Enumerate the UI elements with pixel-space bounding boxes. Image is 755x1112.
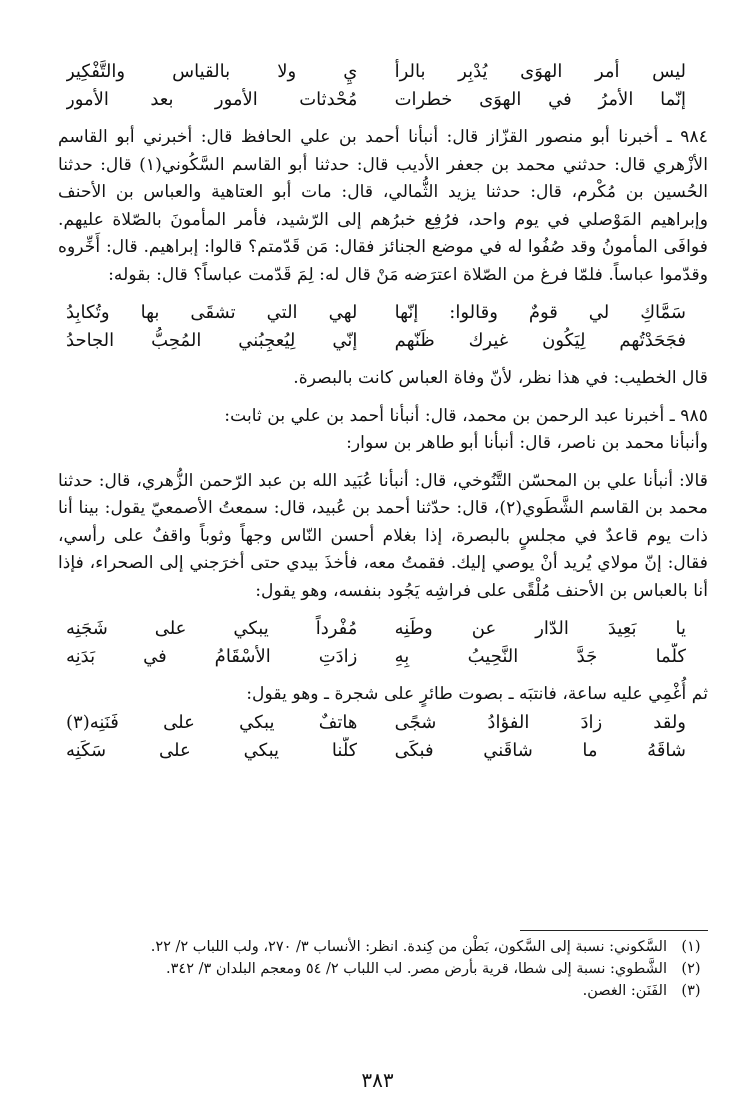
footnote-text: الشَّطوي: نسبة إلى شطا، قرية بأرض مصر. لب اللباب ٢/ ٥٤ ومعجم البلدان ٣/ ٣٤٢. — [166, 961, 667, 977]
verse-first-hemistich: كلّما جَدَّ النَّحِيبُ بِهِ — [394, 646, 686, 667]
page-body — [58, 58, 708, 765]
verse-second-hemistich: لهي التي تشقَى بها وتُكابِدُ — [66, 302, 358, 323]
verse-line — [66, 709, 686, 737]
footnote-text: السَّكوني: نسبة إلى السَّكون، بَطْن من كِندة. انظر: الأنساب ٣/ ٢٧٠، ولب اللباب ٢/ ٢٢. — [150, 939, 667, 955]
verse-first-hemistich: شاقَهُ ما شاقَني فبكَى — [394, 739, 686, 761]
verse-second-hemistich: يِ ولا بالقياس والتَّفْكِير — [66, 61, 358, 82]
narration-paragraph: ٩٨٤ ـ أخبرنا أبو منصور القزّاز قال: أنبأنا أحمد بن علي الحافظ قال: أخبرني أبو القاسم الأزْهري قال: حدثني محمد بن جعفر الأديب قال: حدثنا أبو القاسم السَّكُوني(١) قال: حدثنا الحُسين بن مُكْرم، قال: حدثنا يزيد الثُّمالي، قال: مات أبو العتاهية والعباس بن الأحنف وإبراهيم المَوْصلي في يوم واحد، فرُفِع خبرُهم إلى الرّشيد، فأمر المأمونَ بالصّلاة عليهم. فوافَى المأمونُ وقد صُفُوا له في موضع الجنائز فقال: مَن قَدّمتم؟ قالوا: إبراهيم. قال: أَخِّروه وقدّموا عباساً. فلمّا فرغ من الصّلاة اعترَضه مَنْ قال له: لِمَ قَدّمت عباساً؟ قال: بقوله: — [58, 127, 708, 285]
verse-line — [66, 615, 686, 643]
verse-first-hemistich: فجَحَدْتُهم لِيَكُون غيرك ظَنّهم — [394, 330, 686, 351]
verse-second-hemistich: كلُّنا يبكي على سَكَنِه — [66, 739, 358, 761]
footnote-text: الفَنَن: الغصن. — [582, 983, 667, 999]
narration-paragraph: قالا: أنبأنا علي بن المحسّن التَّنُوخي، قال: أنبأنا عُبَيد الله بن عبد الرّحمن الزُّهري، قال: حدثنا محمد بن القاسم الشَّطَوي(٢)، قال: حدّثنا أحمد بن عُبيد، قال: سمعتُ الأصمعيّ يقول: بينا أنا ذات يوم قاعدٌ في مجلسٍ بالبصرة، إذا بغلام أحسن النّاس وجهاً وثوباً واقفٌ على رأسي، فقال: إنّ مولاي يُريد أنْ يوصي إليك. فقمتُ معه، فأخذَ بيدي حتى أخرَجني إلى الصحراء، فإذا أنا بالعباس بن الأحنف مُلْقًى على فراشِه يَجُود بنفسه، وهو يقول: — [58, 470, 708, 601]
narration-line: ثم أُغْمِي عليه ساعة، فانتبَه ـ بصوت طائرٍ على شجرة ـ وهو يقول: — [246, 684, 708, 704]
isnad-line-b: وأنبأنا محمد بن ناصر، قال: أنبأنا أبو طاهر بن سوار: — [346, 433, 708, 453]
verse-first-hemistich: ولقد زادَ الفؤادُ شجًى — [394, 711, 686, 733]
verse-line — [66, 327, 686, 355]
verse-line — [66, 86, 686, 114]
verse-second-hemistich: مُفْرداً يبكي على شَجَنِه — [66, 618, 358, 639]
verse-block-3 — [66, 615, 686, 671]
footnote — [58, 980, 715, 1002]
verse-first-hemistich: إنّما الأمرُ في الهوَى خطرات — [394, 89, 686, 110]
verse-line — [66, 643, 686, 671]
verse-line — [66, 299, 686, 327]
swoon-line — [58, 681, 708, 709]
khatib-note: قال الخطيب: في هذا نظر، لأنّ وفاة العباس كانت بالبصرة. — [293, 368, 708, 388]
verse-block-2 — [66, 299, 686, 355]
verse-second-hemistich: زادَتِ الأسْقَامُ في بَدَنِه — [66, 646, 358, 667]
footnotes — [58, 936, 715, 1002]
verse-first-hemistich: سَمَّاكِ لي قومٌ وقالوا: إنّها — [394, 302, 686, 323]
footnote-divider — [520, 930, 708, 931]
verse-line — [66, 58, 686, 86]
footnote-number: (٣) — [681, 983, 701, 999]
narration-985 — [58, 365, 708, 605]
verse-second-hemistich: هاتفٌ يبكي على فَنَنِه(٣) — [66, 711, 358, 733]
footnote — [58, 958, 715, 980]
verse-line — [66, 737, 686, 765]
verse-first-hemistich: ليس أمر الهوَى يُدْبِر بالرأ — [394, 61, 686, 82]
verse-second-hemistich: إنّي لِيُعجِبُني المُحِبُّ الجاحدُ — [66, 330, 358, 351]
verse-first-hemistich: يا بَعِيدَ الدّار عن وطَنِه — [394, 618, 686, 639]
footnote-number: (١) — [681, 939, 701, 955]
page-number: ٣٨٣ — [361, 1068, 394, 1092]
isnad-line-a: ٩٨٥ ـ أخبرنا عبد الرحمن بن محمد، قال: أنبأنا أحمد بن علي بن ثابت: — [224, 405, 708, 426]
verse-block-4 — [66, 709, 686, 765]
verse-block-1 — [66, 58, 686, 114]
footnote — [58, 936, 715, 958]
verse-second-hemistich: مُحْدثات الأمور بعد الأمور — [66, 89, 358, 110]
narration-984 — [58, 124, 708, 289]
footnote-number: (٢) — [681, 961, 701, 977]
